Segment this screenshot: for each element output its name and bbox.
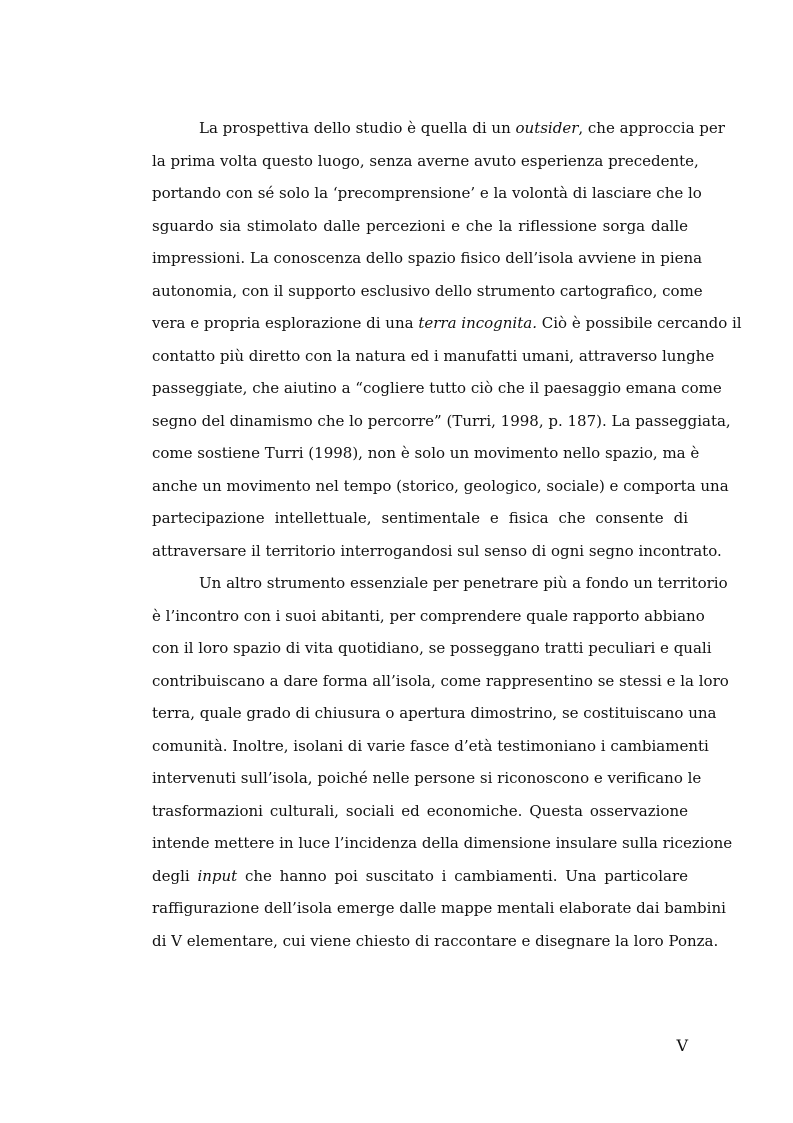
text-line: sguardo sia stimolato dalle percezioni e che la riflessione sorga dalle [152, 216, 688, 235]
text-line: portando con sé solo la ‘precomprensione’ e la volontà di lasciare che lo [152, 184, 702, 202]
italic-term: outsider [515, 119, 579, 137]
text-line: comunità. Inoltre, isolani di varie fasce d’età testimoniano i cambiamenti [152, 736, 709, 755]
text-line: La prospettiva dello studio è quella di un outsider, che approccia per [199, 119, 725, 137]
text-line: con il loro spazio di vita quotidiano, se posseggano tratti peculiari e quali [152, 639, 712, 657]
text-line: terra, quale grado di chiusura o apertura dimostrino, se costituiscano una [152, 704, 717, 722]
paragraph [152, 112, 742, 567]
text-line: trasformazioni culturali, sociali ed economiche. Questa osservazione [152, 801, 688, 820]
text-line: intende mettere in luce l’incidenza della dimensione insulare sulla ricezione [152, 834, 733, 852]
text-line: di V elementare, cui viene chiesto di raccontare e disegnare la loro Ponza. [152, 931, 719, 950]
text-line: passeggiate, che aiutino a “cogliere tutto ciò che il paesaggio emana come [152, 379, 722, 397]
page-number: V [676, 1036, 688, 1055]
text-line: contatto più diretto con la natura ed i manufatti umani, attraverso lunghe [152, 346, 715, 365]
text-line: partecipazione intellettuale, sentimentale e fisica che consente di [152, 509, 688, 527]
text-line: la prima volta questo luogo, senza averne avuto esperienza precedente, [152, 151, 699, 170]
text-line: attraversare il territorio interrogandosi sul senso di ogni segno incontrato. [152, 541, 722, 560]
text-line: impressioni. La conoscenza dello spazio fisico dell’isola avviene in piena [152, 249, 703, 267]
text-line: vera e propria esplorazione di una terra incognita. Ciò è possibile cercando il [152, 314, 742, 332]
text-line: autonomia, con il supporto esclusivo dello strumento cartografico, come [152, 281, 703, 300]
body-text [152, 112, 742, 957]
text-line: Un altro strumento essenziale per penetrare più a fondo un territorio [199, 574, 728, 592]
italic-term: input [197, 866, 238, 885]
text-line: raffigurazione dell’isola emerge dalle mappe mentali elaborate dai bambini [152, 899, 726, 917]
text-line: intervenuti sull’isola, poiché nelle persone si riconoscono e verificano le [152, 769, 702, 787]
italic-term: terra incognita. [418, 314, 537, 332]
paragraph [152, 567, 733, 957]
text-line: contribuiscano a dare forma all’isola, come rappresentino se stessi e la loro [152, 671, 729, 690]
text-line: segno del dinamismo che lo percorre” (Turri, 1998, p. 187). La passeggiata, [152, 411, 731, 430]
text-line: è l’incontro con i suoi abitanti, per comprendere quale rapporto abbiano [152, 606, 705, 625]
text-line: come sostiene Turri (1998), non è solo un movimento nello spazio, ma è [152, 444, 700, 462]
text-line: degli input che hanno poi suscitato i cambiamenti. Una particolare [152, 866, 688, 885]
text-line: anche un movimento nel tempo (storico, geologico, sociale) e comporta una [152, 476, 729, 495]
